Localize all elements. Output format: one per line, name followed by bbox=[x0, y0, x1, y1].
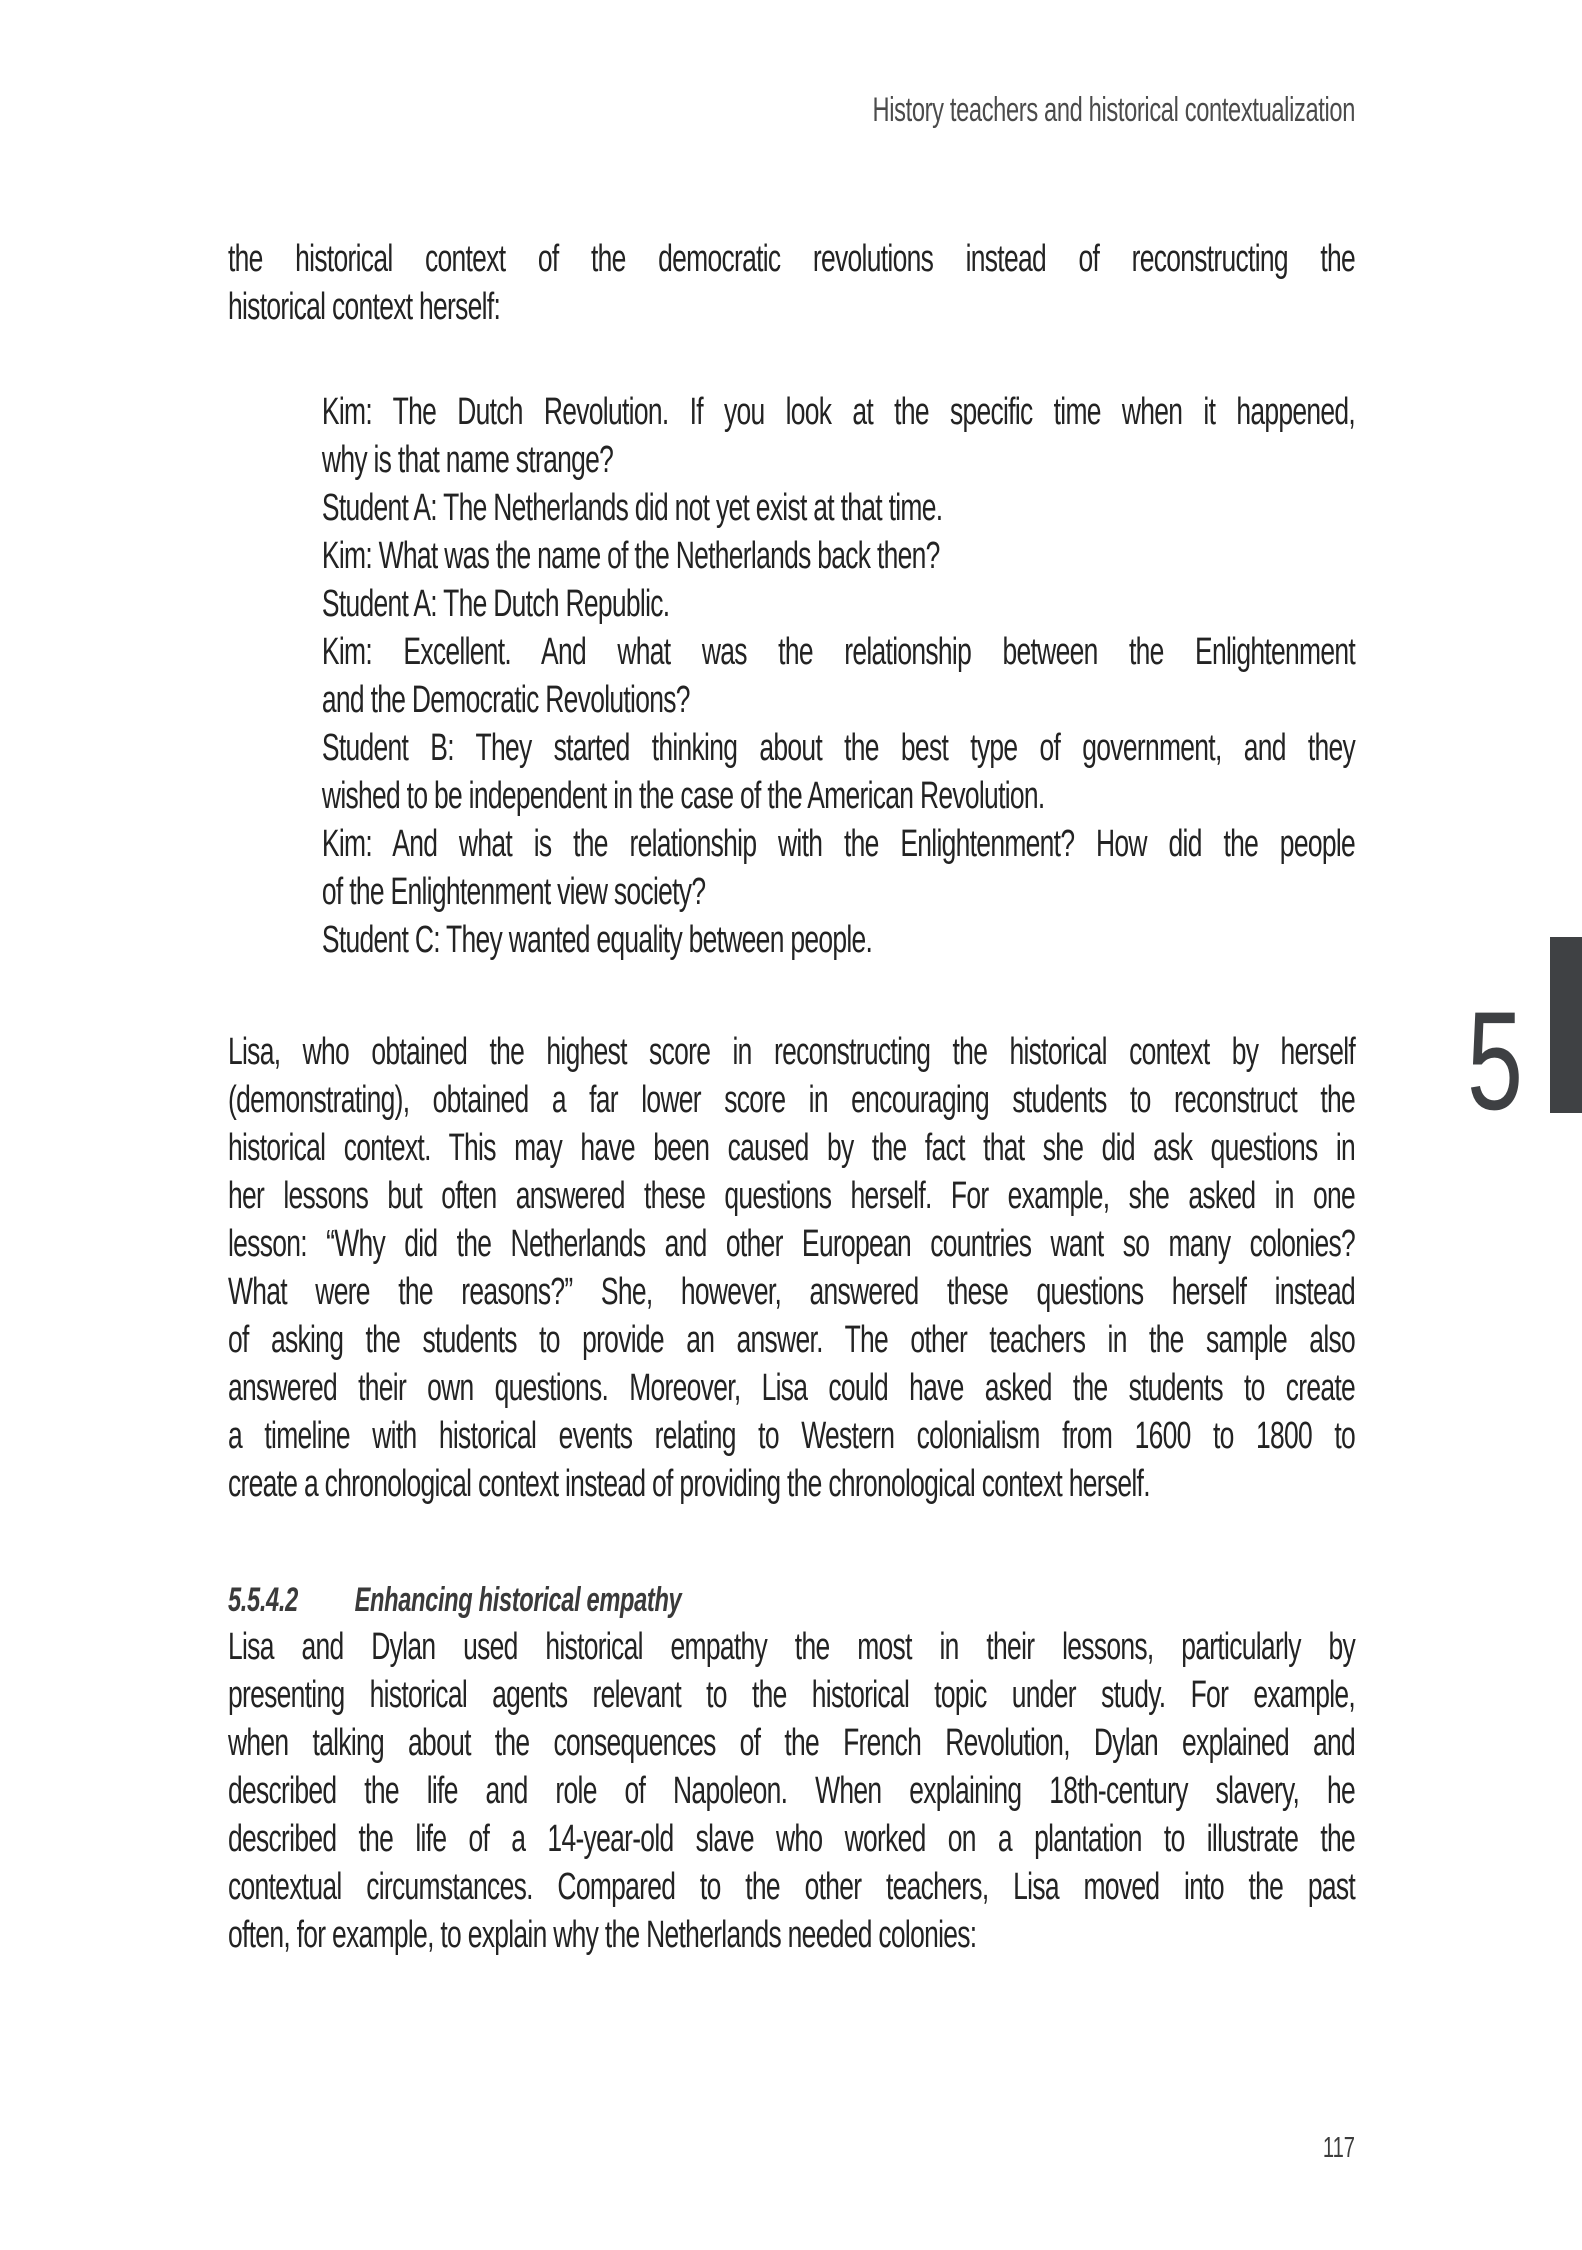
text-line: Student A: The Netherlands did not yet exist at that time. bbox=[321, 487, 943, 529]
text-line: the historical context of the democratic revolutions instead of reconstructing the bbox=[228, 238, 1356, 280]
text-line: why is that name strange? bbox=[321, 439, 614, 481]
section-heading-number: 5.5.4.2 bbox=[228, 1581, 298, 1619]
text-line: What were the reasons?” She, however, answered these questions herself instead bbox=[228, 1271, 1356, 1313]
text-line: historical context herself: bbox=[228, 286, 501, 328]
text-line: described the life and role of Napoleon. When explaining 18th-century slavery, he bbox=[228, 1770, 1356, 1812]
text-line: Lisa, who obtained the highest score in reconstructing the historical context by herself bbox=[228, 1031, 1356, 1073]
text-line: and the Democratic Revolutions? bbox=[321, 679, 690, 721]
chapter-tab-number: 5 bbox=[1466, 982, 1523, 1139]
text-line: Kim: The Dutch Revolution. If you look at the specific time when it happened, bbox=[321, 391, 1356, 433]
text-line: Kim: Excellent. And what was the relationship between the Enlightenment bbox=[321, 631, 1356, 673]
paragraph-intro bbox=[228, 235, 1355, 331]
dialogue-excerpt bbox=[322, 388, 1355, 964]
text-line: Student A: The Dutch Republic. bbox=[321, 583, 670, 625]
section-heading bbox=[228, 1576, 1355, 1624]
running-header: History teachers and historical contextualization bbox=[872, 91, 1356, 129]
text-line: often, for example, to explain why the Netherlands needed colonies: bbox=[228, 1914, 977, 1956]
paragraph-lisa bbox=[228, 1028, 1355, 1508]
paragraph-empathy bbox=[228, 1623, 1355, 1959]
text-line: Student B: They started thinking about the best type of government, and they bbox=[321, 727, 1356, 769]
chapter-tab-bar bbox=[1550, 937, 1582, 1113]
text-line: described the life of a 14-year-old slave who worked on a plantation to illustrate the bbox=[228, 1818, 1356, 1860]
page-number: 117 bbox=[1322, 2132, 1356, 2164]
text-line: (demonstrating), obtained a far lower score in encouraging students to reconstruct the bbox=[228, 1079, 1356, 1121]
text-line: when talking about the consequences of the French Revolution, Dylan explained and bbox=[228, 1722, 1356, 1764]
section-heading-title: Enhancing historical empathy bbox=[354, 1581, 682, 1619]
text-line: of the Enlightenment view society? bbox=[321, 871, 706, 913]
text-line: historical context. This may have been caused by the fact that she did ask questions in bbox=[228, 1127, 1356, 1169]
text-line: Kim: And what is the relationship with the Enlightenment? How did the people bbox=[321, 823, 1356, 865]
text-line: presenting historical agents relevant to the historical topic under study. For example, bbox=[228, 1674, 1356, 1716]
text-line: Kim: What was the name of the Netherlands back then? bbox=[321, 535, 940, 577]
text-line: a timeline with historical events relating to Western colonialism from 1600 to 1800 to bbox=[228, 1415, 1356, 1457]
text-line: contextual circumstances. Compared to the other teachers, Lisa moved into the past bbox=[228, 1866, 1356, 1908]
text-line: answered their own questions. Moreover, Lisa could have asked the students to create bbox=[228, 1367, 1356, 1409]
text-line: Student C: They wanted equality between people. bbox=[321, 919, 873, 961]
text-line: create a chronological context instead of providing the chronological context herself. bbox=[228, 1463, 1150, 1505]
text-line: lesson: “Why did the Netherlands and other European countries want so many colonies? bbox=[228, 1223, 1356, 1265]
text-line: of asking the students to provide an answer. The other teachers in the sample also bbox=[228, 1319, 1356, 1361]
text-column bbox=[228, 0, 1355, 2250]
text-line: Lisa and Dylan used historical empathy the most in their lessons, particularly by bbox=[228, 1626, 1356, 1668]
text-line: her lessons but often answered these questions herself. For example, she asked in one bbox=[228, 1175, 1356, 1217]
text-line: wished to be independent in the case of the American Revolution. bbox=[321, 775, 1045, 817]
